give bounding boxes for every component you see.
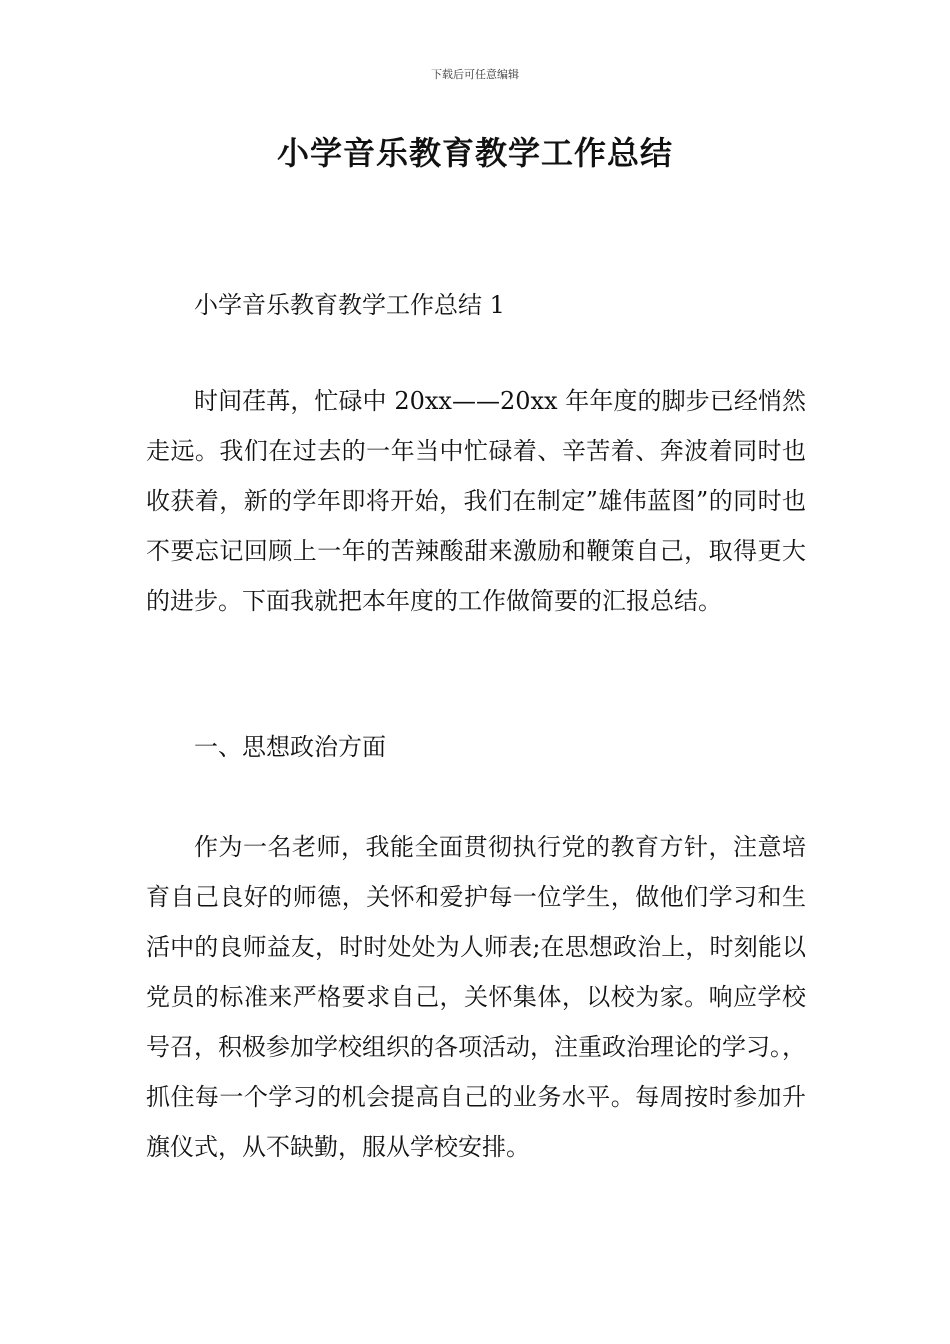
paragraph-ideology: 作为一名老师，我能全面贯彻执行党的教育方针，注意培育自己良好的师德，关怀和爱护每一位学生，做他们学习和生活中的良师益友，时时处处为人师表;在思想政治上，时刻能以党员的标准来严格要求自己，关怀集体，以校为家。响应学校号召，积极参加学校组织的各项活动，注重政治理论的学习。，抓住每一个学习的机会提高自己的业务水平。每周按时参加升旗仪式，从不缺勤，服从学校安排。: [146, 833, 806, 1161]
paragraph-intro: 时间荏苒，忙碌中 20xx——20xx 年年度的脚步已经悄然走远。我们在过去的一年当中忙碌着、辛苦着、奔波着同时也收获着，新的学年即将开始，我们在制定”雄伟蓝图”的同时也不要忘记回顾上一年的苦辣酸甜来激励和鞭策自己，取得更大的进步。下面我就把本年度的工作做简要的汇报总结。: [146, 387, 806, 615]
section-heading-ideology: 一、思想政治方面: [194, 733, 386, 761]
document-subtitle: 小学音乐教育教学工作总结 1: [194, 291, 505, 319]
document-title: 小学音乐教育教学工作总结: [276, 134, 673, 172]
header-note: 下载后可任意编辑: [431, 68, 519, 81]
